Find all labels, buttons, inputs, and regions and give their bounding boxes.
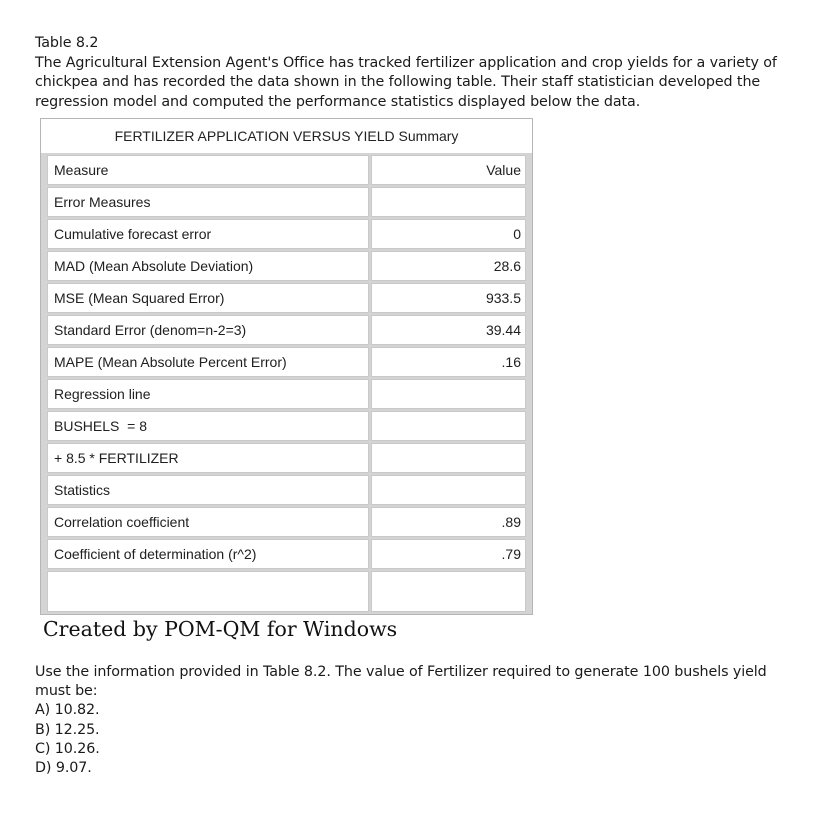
table-row-empty xyxy=(47,571,526,612)
row-value xyxy=(371,411,526,441)
table-row xyxy=(47,507,526,537)
summary-table xyxy=(45,153,528,614)
row-measure: Regression line xyxy=(47,379,369,409)
row-value xyxy=(371,475,526,505)
row-measure xyxy=(47,571,369,612)
question-block xyxy=(35,663,805,778)
table-row xyxy=(47,283,526,313)
row-value: 28.6 xyxy=(371,251,526,281)
summary-table-panel xyxy=(40,118,533,615)
table-row xyxy=(47,379,526,409)
row-measure: Standard Error (denom=n-2=3) xyxy=(47,315,369,345)
table-row xyxy=(47,411,526,441)
row-measure: MSE (Mean Squared Error) xyxy=(47,283,369,313)
row-value xyxy=(371,443,526,473)
table-header-row xyxy=(47,155,526,185)
summary-table-title: FERTILIZER APPLICATION VERSUS YIELD Summary xyxy=(41,119,532,153)
row-value xyxy=(371,379,526,409)
row-value: 933.5 xyxy=(371,283,526,313)
table-row xyxy=(47,219,526,249)
row-measure: Cumulative forecast error xyxy=(47,219,369,249)
row-value xyxy=(371,187,526,217)
table-row xyxy=(47,251,526,281)
option-a: A) 10.82. xyxy=(35,702,100,719)
table-row xyxy=(47,443,526,473)
row-measure: Statistics xyxy=(47,475,369,505)
row-value: 39.44 xyxy=(371,315,526,345)
option-b: B) 12.25. xyxy=(35,721,100,738)
row-value: .89 xyxy=(371,507,526,537)
table-row xyxy=(47,539,526,569)
table-label: Table 8.2 xyxy=(35,35,99,51)
header-measure: Measure xyxy=(47,155,369,185)
row-measure: + 8.5 * FERTILIZER xyxy=(47,443,369,473)
intro-text xyxy=(35,34,795,112)
row-measure: Coefficient of determination (r^2) xyxy=(47,539,369,569)
row-measure: MAPE (Mean Absolute Percent Error) xyxy=(47,347,369,377)
header-value: Value xyxy=(371,155,526,185)
row-value xyxy=(371,571,526,612)
option-c: C) 10.26. xyxy=(35,740,100,757)
row-value: .79 xyxy=(371,539,526,569)
row-measure: BUSHELS = 8 xyxy=(47,411,369,441)
software-credit: Created by POM-QM for Windows xyxy=(43,617,398,641)
table-row xyxy=(47,347,526,377)
row-measure: Error Measures xyxy=(47,187,369,217)
table-description: The Agricultural Extension Agent's Office has tracked fertilizer application and crop yields for a variety of chickpea and has recorded the data shown in the following table. Their staff statistician developed the regression model and computed the performance statistics displayed below the data. xyxy=(35,54,777,110)
table-row xyxy=(47,315,526,345)
table-row xyxy=(47,187,526,217)
option-d: D) 9.07. xyxy=(35,760,92,777)
row-measure: MAD (Mean Absolute Deviation) xyxy=(47,251,369,281)
row-value: 0 xyxy=(371,219,526,249)
row-measure: Correlation coefficient xyxy=(47,507,369,537)
question-prompt: Use the information provided in Table 8.2. The value of Fertilizer required to generate 100 bushels yield must be: xyxy=(35,664,767,700)
answer-options xyxy=(35,701,805,778)
row-value: .16 xyxy=(371,347,526,377)
table-row xyxy=(47,475,526,505)
